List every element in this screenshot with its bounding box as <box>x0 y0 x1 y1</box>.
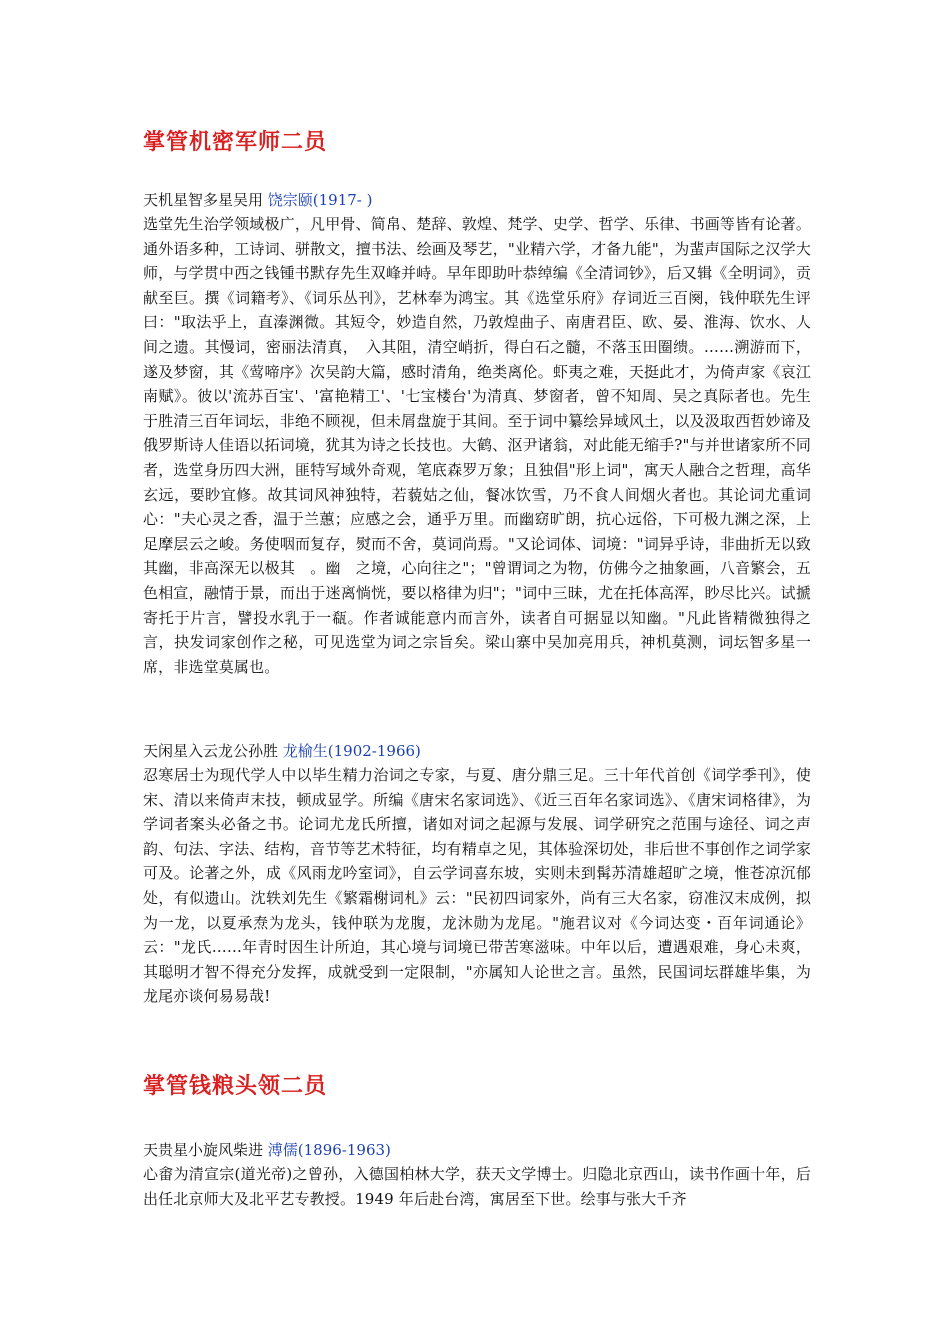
entry-title-prefix: 天贵星小旋风柴进 <box>143 1141 268 1159</box>
entry-body: 选堂先生治学领域极广，凡甲骨、简帛、楚辞、敦煌、梵学、史学、哲学、乐律、书画等皆有论著。通外语多种，工诗词、骈散文，擅书法、绘画及琴艺，"业精六学，才备九能"，为蜚声国际之汉学大师，与学贯中西之钱锺书默存先生双峰并峙。早年即助叶恭绰编《全清词钞》，后又辑《全明词》，贡献至巨。撰《词籍考》、《词乐丛刊》，艺林奉为鸿宝。其《选堂乐府》存词近三百阕，钱仲联先生评曰："取法乎上，直溱渊微。其短令，妙造自然，乃敦煌曲子、南唐君臣、欧、晏、淮海、饮水、人间之遗。其慢词，密丽法清真， 入其阻，清空峭折，得白石之髓，不落玉田圈缋。……溯游而下，遂及梦窗，其《莺啼序》次吴韵大篇，感时清角，绝类离伦。虾夷之难，天挺此才，为倚声家《哀江南赋》。彼以'流苏百宝'、'富艳精工'、'七宝楼台'为清真、梦窗者，曾不知周、吴之真际者也。先生于胜清三百年词坛，非绝不顾视，但未屑盘旋于其间。至于词中纂绘异域风土，以及汲取西哲妙谛及俄罗斯诗人佳语以拓词境，犹其为诗之长技也。大鹤、沤尹诸翁，对此能无缩手?"与并世诸家所不同者，选堂身历四大洲，匪特写域外奇观，笔底森罗万象；且独倡"形上词"，寓天人融合之哲理，高华玄远，要眇宜修。故其词风神独特，若藐姑之仙，餐冰饮雪，乃不食人间烟火者也。其论词尤重词心："夫心灵之香，温于兰蕙；应感之会，通乎万里。而幽窈旷朗，抗心远俗，下可极九渊之深，上足摩层云之峻。务使咽而复存，熨而不舍，莫词尚焉。"又论词体、词境："词异乎诗，非曲折无以致其幽，非高深无以极其 。幽 之境，心向往之"；"曾谓词之为物，仿佛今之抽象画，八音繁会，五色相宣，融情于景，而出于迷离惝恍，要以格律为归"；"词中三昧，尤在托体高浑，眇尽比兴。试搋寄托于片言，譬投水乳于一瓻。作者诚能意内而言外，读者自可据显以知幽。"凡此皆精微独得之言，抉发词家创作之秘，可见选堂为词之宗旨矣。梁山寨中吴加亮用兵，神机莫测，词坛智多星一席，非选堂莫属也。 <box>143 215 811 676</box>
entry-body: 心畬为清宣宗(道光帝)之曾孙，入德国柏林大学，获天文学博士。归隐北京西山，读书作画十年，后出任北京师大及北平艺专教授。1949 年后赴台湾，寓居至下世。绘事与张大千齐 <box>143 1165 811 1208</box>
person-link[interactable]: 龙榆生(1902-1966) <box>282 742 421 760</box>
entry-title-prefix: 天闲星入云龙公孙胜 <box>143 742 283 760</box>
entry-title <box>143 1138 811 1162</box>
section-heading: 掌管钱粮头领二员 <box>143 1073 328 1099</box>
entry-title <box>143 739 811 763</box>
person-link[interactable]: 饶宗颐(1917- ) <box>267 191 373 209</box>
entry-title-prefix: 天机星智多星吴用 <box>143 191 268 209</box>
person-link[interactable]: 溥儒(1896-1963) <box>267 1141 391 1159</box>
entry-body: 忍寒居士为现代学人中以毕生精力治词之专家，与夏、唐分鼎三足。三十年代首创《词学季刊》，使宋、清以来倚声末技，顿成显学。所编《唐宋名家词选》、《近三百年名家词选》、《唐宋词格律》，为学词者案头必备之书。论词尤龙氏所擅，诸如对词之起源与发展、词学研究之范围与途径、词之声韵、句法、字法、结构，音节等艺术特征，均有精卓之见，其体验深切处，非后世不事创作之词学家可及。论著之外，成《风雨龙吟室词》，自云学词喜东坡，实则未到髯苏清雄超旷之境，惟苍凉沉郁处，有似遗山。沈轶刘先生《繁霜榭词札》云："民初四词家外，尚有三大名家，窃准汉末成例，拟为一龙，以夏承焘为龙头，钱仲联为龙腹，龙沐勋为龙尾。"施君议对《今词达变・百年词通论》云："龙氏……年青时因生计所迫，其心境与词境已带苦寒滋味。中年以后，遭遇艰难，身心未爽，其聪明才智不得充分发挥，成就受到一定限制，"亦属知人论世之言。虽然，民国词坛群雄毕集，为龙尾亦谈何易易哉! <box>143 766 811 1006</box>
section-heading: 掌管机密军师二员 <box>143 129 328 155</box>
entry-title <box>143 188 811 212</box>
